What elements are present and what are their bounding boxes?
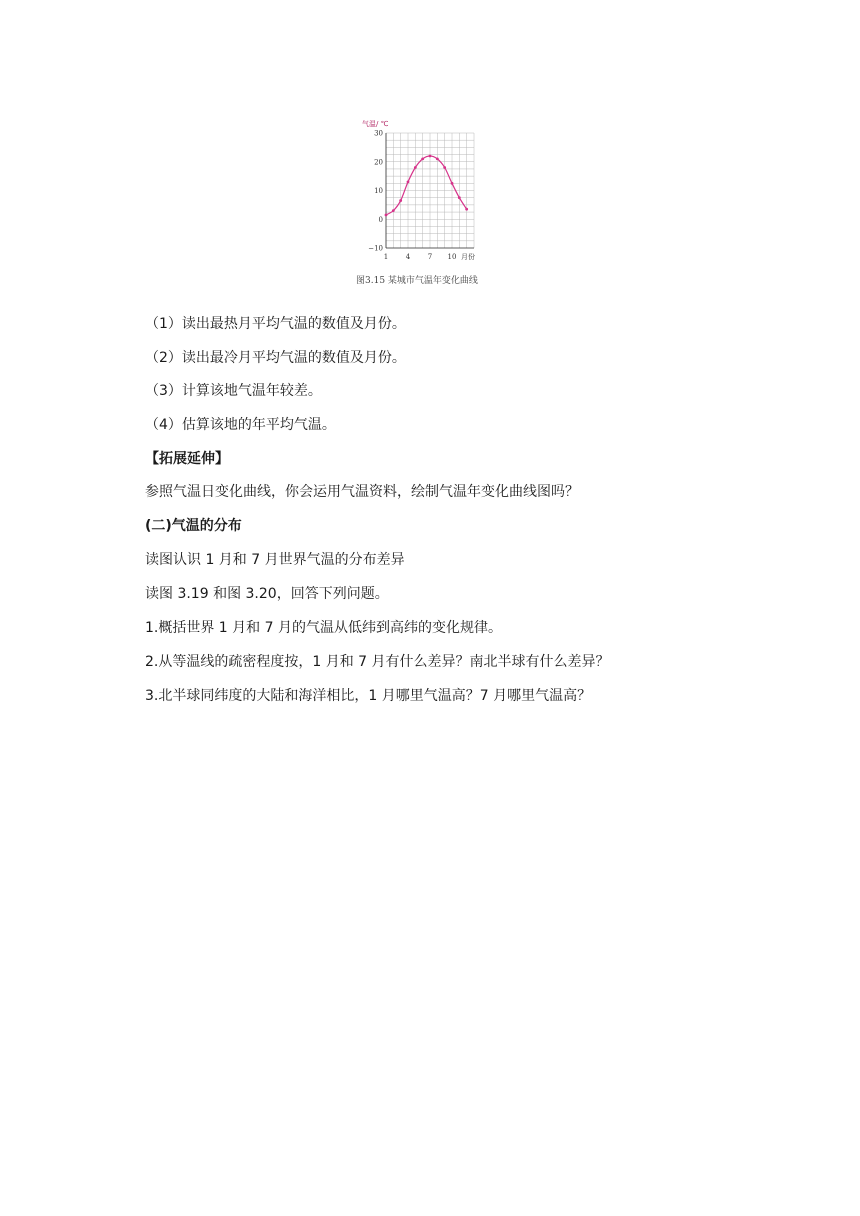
x-tick-label: 7 — [427, 253, 433, 261]
data-point — [421, 157, 424, 160]
data-point — [465, 208, 468, 211]
x-tick-label: 1 — [383, 253, 389, 261]
y-axis-label: 气温/ ℃ — [362, 120, 389, 128]
data-point — [436, 157, 439, 160]
temperature-series-line — [386, 156, 467, 215]
y-tick-label: 10 — [374, 187, 383, 195]
extension-text: 参照气温日变化曲线，你会运用气温资料，绘制气温年变化曲线图吗？ — [145, 484, 579, 500]
temperature-chart-figure — [350, 116, 530, 292]
data-point — [451, 182, 454, 185]
y-tick-label: −10 — [368, 244, 383, 253]
data-point — [392, 209, 395, 212]
question-1: （1）读出最热月平均气温的数值及月份。 — [145, 316, 406, 332]
data-point — [458, 196, 461, 199]
question-3: （3）计算该地气温年较差。 — [145, 383, 322, 399]
section-2-intro-1: 读图认识 1 月和 7 月世界气温的分布差异 — [145, 552, 405, 568]
y-tick-label: 0 — [378, 215, 383, 224]
chart-grid — [386, 133, 474, 248]
question-2: （2）读出最冷月平均气温的数值及月份。 — [145, 350, 406, 366]
x-axis-unit-label: 月份 — [461, 253, 475, 261]
data-point — [399, 199, 402, 202]
x-tick-label: 4 — [405, 253, 411, 261]
temperature-line-chart — [350, 116, 530, 292]
x-tick-labels — [384, 253, 457, 261]
data-point — [385, 214, 388, 217]
extension-heading: 【拓展延伸】 — [145, 451, 229, 467]
section-2-heading: (二)气温的分布 — [145, 518, 242, 534]
data-point — [443, 166, 446, 169]
y-tick-labels — [368, 130, 383, 253]
y-tick-label: 20 — [374, 158, 383, 167]
section-2-item-2: 2.从等温线的疏密程度按，1 月和 7 月有什么差异？南北半球有什么差异？ — [145, 654, 610, 670]
data-point — [414, 166, 417, 169]
figure-caption: 图3.15 某城市气温年变化曲线 — [356, 276, 478, 286]
data-point — [429, 155, 432, 158]
y-tick-label: 30 — [374, 129, 383, 138]
question-4: （4）估算该地的年平均气温。 — [145, 417, 336, 433]
data-point — [407, 180, 410, 183]
x-tick-label: 10 — [447, 253, 457, 261]
section-2-item-3: 3.北半球同纬度的大陆和海洋相比，1 月哪里气温高？7 月哪里气温高？ — [145, 688, 592, 704]
section-2-item-1: 1.概括世界 1 月和 7 月的气温从低纬到高纬的变化规律。 — [145, 620, 502, 636]
section-2-intro-2: 读图 3.19 和图 3.20，回答下列问题。 — [145, 586, 389, 602]
